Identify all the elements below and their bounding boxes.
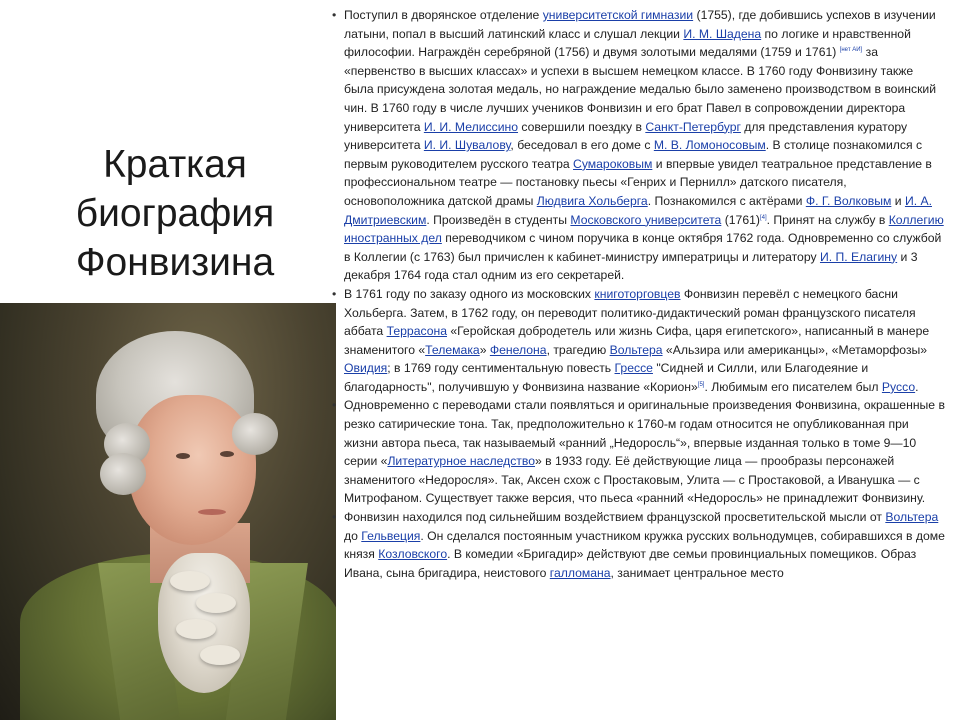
wiki-link[interactable]: Литературное наследство <box>387 454 536 469</box>
wiki-link[interactable]: Московского университета <box>570 212 722 227</box>
wiki-link[interactable]: Коллегию иностранных дел <box>344 212 944 246</box>
wiki-link[interactable]: Фенелона <box>489 342 547 357</box>
biography-list <box>330 6 946 582</box>
wiki-link[interactable]: И. И. Шувалову <box>423 138 511 153</box>
portrait-eye <box>176 453 190 459</box>
paragraph-text: (1755), где добившись успехов в изучении латыни, попал в высший латинский класс и слушал лекции <box>344 8 936 41</box>
wiki-link[interactable]: Грессе <box>614 361 653 376</box>
paragraph-text: и <box>891 193 905 208</box>
biography-paragraph <box>330 6 946 285</box>
paragraph-text: . В комедии «Бригадир» действуют две семьи провинциальных помещиков. Образ Ивана, сына бригадира, неистового <box>344 547 917 580</box>
paragraph-text: . <box>915 379 919 394</box>
citation-ref[interactable]: [4] <box>759 214 767 221</box>
paragraph-text: В 1761 году по заказу одного из московских <box>344 286 595 301</box>
paragraph-text: , трагедию <box>546 342 610 357</box>
citation-ref[interactable]: [5] <box>697 381 705 388</box>
fonvizin-portrait-image <box>0 303 336 720</box>
paragraph-text: совершили поездку в <box>518 119 646 134</box>
paragraph-text: . Познакомился с актёрами <box>647 193 806 208</box>
paragraph-text: и 3 декабря 1764 года стал одним из его секретарей. <box>344 249 918 283</box>
paragraph-text: Фонвизин находился под сильнейшим воздействием французской просветительской мысли от <box>344 510 886 525</box>
biography-paragraph <box>330 508 946 582</box>
wiki-link[interactable]: И. П. Елагину <box>819 249 898 264</box>
paragraph-text: «Геройская добродетель или жизнь Сифа, царя египетского», написанный в манере знаменитого « <box>344 324 930 357</box>
wiki-link[interactable]: Вольтера <box>885 510 939 525</box>
paragraph-text: «Альзира или американцы», «Метаморфозы» <box>662 342 928 357</box>
wiki-link[interactable]: М. В. Ломоносовым <box>653 138 766 153</box>
wiki-link[interactable]: И. А. Дмитриевским <box>344 193 932 227</box>
paragraph-text: . В столице познакомился с первым руководителем русского театра <box>344 138 923 171</box>
wiki-link[interactable]: Ф. Г. Волковым <box>805 193 892 208</box>
portrait-ruffle <box>200 645 240 665</box>
wiki-link[interactable]: И. И. Мелиссино <box>423 119 519 134</box>
portrait-ruffle <box>196 593 236 613</box>
paragraph-text: переводчиком с чином поручика в конце октября 1762 года. Одновременно со службой в Коллегии (с 1763) был причислен к кабинет-министру императрицы и литератору <box>344 231 942 264</box>
wiki-link[interactable]: Руссо <box>881 379 916 394</box>
paragraph-text: по логике и нравственной философии. Награждён серебряной (1756) и двумя золотыми медалями (1759 и 1761) <box>344 26 911 60</box>
paragraph-text: (1761) <box>721 212 760 227</box>
paragraph-text: за «первенство в высших классах» и успехи в высшем немецком классе. В 1760 году Фонвизину также была присуждена золотая медаль, но награждение медалью было заменено производством в воинский чин. В 1760 году в числе лучших учеников Фонвизин и его брат Павел в сопровождении директора университета <box>344 45 937 134</box>
portrait-ruffle <box>170 571 210 591</box>
paragraph-text: и впервые увидел театральное представление в профессиональном театре — постановку пьесы «Генрих и Пернилл» датского писателя, основоположника датской драмы <box>344 156 932 208</box>
portrait-curl <box>232 413 278 455</box>
wiki-link[interactable]: Людвига Хольберга <box>536 193 648 208</box>
paragraph-text: для представления куратору университета <box>344 119 908 153</box>
portrait-eye <box>220 451 234 457</box>
title-line: Краткая <box>103 143 247 186</box>
biography-paragraph <box>330 285 946 397</box>
wiki-link[interactable]: Гельвеция <box>361 528 421 543</box>
title-line: Фонвизина <box>75 241 275 284</box>
citation-ref[interactable]: [нет АИ] <box>839 47 863 54</box>
wiki-link[interactable]: Террасона <box>386 324 447 339</box>
portrait-ruffle <box>176 619 216 639</box>
wiki-link[interactable]: Сумароковым <box>573 156 653 171</box>
paragraph-text: . Любимым его писателем был <box>704 379 882 394</box>
portrait-curl <box>100 453 146 495</box>
paragraph-text: ; в 1769 году сентиментальную повесть <box>387 361 615 376</box>
paragraph-text: » в 1933 году. Её действующие лица — прообразы персонажей знаменитого «Недоросля». Так, Аксен схож с Простаковым, Улита — с Простаковой, а Иванушка — с Митрофаном. Существует также версия, что пьеса «ранний «Недоросль» не принадлежит Фонвизину. <box>344 454 926 506</box>
wiki-link[interactable]: галломана <box>549 565 611 580</box>
wiki-link[interactable]: университетской гимназии <box>542 8 694 22</box>
wiki-link[interactable]: И. М. Шадена <box>683 26 762 41</box>
paragraph-text: , занимает центральное место <box>610 565 784 580</box>
wiki-link[interactable]: Овидия <box>344 361 388 376</box>
paragraph-text: . Принят на службу в <box>766 212 889 227</box>
wiki-link[interactable]: книготорговцев <box>594 286 681 301</box>
paragraph-text: "Сидней и Силли, или Благодеяние и благодарность", получившую у Фонвизина название «Корион» <box>344 361 869 394</box>
title-line: биография <box>75 192 275 235</box>
paragraph-text: Фонвизин перевёл с немецкого басни Хольберга. Затем, в 1762 году, он переводит политико-дидактический роман французского писателя аббата <box>344 286 916 339</box>
paragraph-text: . Он сделался постоянным участником кружка русских вольнодумцев, собиравшихся в доме князя <box>344 528 945 562</box>
wiki-link[interactable]: Козловского <box>378 547 448 562</box>
paragraph-text: Одновременно с переводами стали появляться и оригинальные произведения Фонвизина, окрашенные в резко сатирические тона. Так, предположительно к 1760-м годам относится не опубликованная при жизни автора пьеса, так называемый «ранний „Недоросль“», впервые изданная только в томе 9—10 серии « <box>344 398 945 469</box>
portrait-face <box>128 395 256 545</box>
paragraph-text: Поступил в дворянское отделение <box>344 8 543 22</box>
paragraph-text: . Произведён в студенты <box>426 212 571 227</box>
wiki-link[interactable]: Телемака <box>425 342 480 357</box>
wiki-link[interactable]: Санкт-Петербург <box>645 119 741 134</box>
paragraph-text: » <box>479 342 490 357</box>
paragraph-text: , беседовал в его доме с <box>510 138 654 153</box>
paragraph-text: до <box>344 528 362 543</box>
slide-title <box>0 140 350 287</box>
portrait-mouth <box>198 509 226 515</box>
biography-paragraph <box>330 396 946 508</box>
wiki-link[interactable]: Вольтера <box>609 342 663 357</box>
